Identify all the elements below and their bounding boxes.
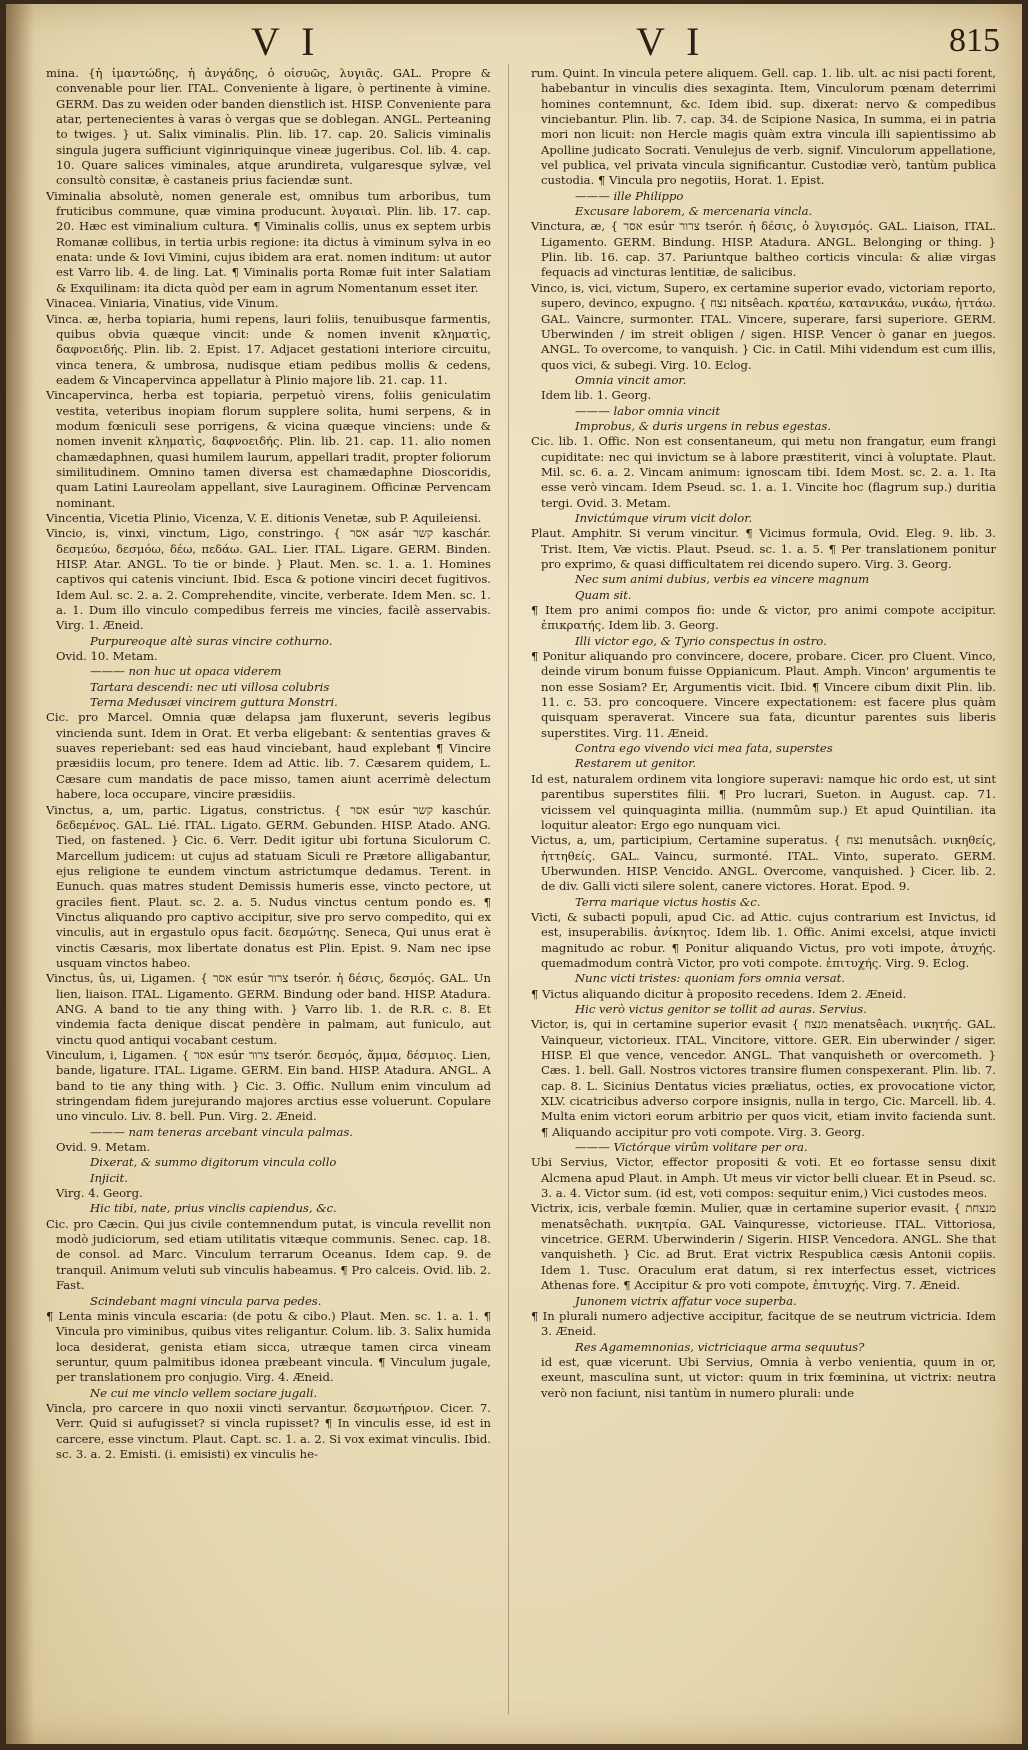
verse-quotation: Improbus, & duris urgens in rebus egestas. [575, 418, 831, 433]
verse-quotation: Restarem ut genitor. [575, 756, 697, 771]
dictionary-entry: Ubi Servius, Victor, effector propositi & voti. Et eo fortasse sensu dixit Alcmena apud Plaut. in Amph. Ut meus vir victor belli cluear. Et in Pseud. sc. 3. a. 4. Victor sum. (id est, voti compos: sequitur enim,) Vici custodes meos. [531, 1155, 996, 1201]
dictionary-entry: rum. Quint. In vincula petere aliquem. Gell. cap. 1. lib. ult. ac nisi pacti forent, habebantur in vinculis dies sexaginta. Item, Vinculorum pœnam deterrimi homines contemnunt, &c. Idem ibid. sup. dixerat: nervo & compedibus vinciebantur. Plin. lib. 7. cap. 34. de Scipione Nasica, In summa, ei in patria mori non licuit: non Hercle magis quàm extra vincula illi sapientissimo ab Apolline judicato Socrati. Venulejus de verb. signif. Vinculorum appellatione, vel publica, vel privata vincula significantur. Custodiæ verò, tantùm publica custodia. ¶ Vincula pro negotiis, Horat. 1. Epist. [531, 66, 996, 188]
citation-line: Virg. 4. Georg. [56, 1186, 143, 1201]
dictionary-entry: Vinctus, ûs, ui, Ligamen. { אסר esúr צרור tserór. ἡ δέσις, δεσμός. GAL. Un lien, liaison. ITAL. Ligamento. GERM. Bindung oder band. HISP. Atadura. ANG. A band to tie any thing with. } Varro lib. 1. de R.R. c. 8. Et vindemia facta denique discat pendère in palmam, aut funiculo, aut vinctu quod antiqui vocabant cestum. [46, 971, 491, 1047]
dictionary-entry: ¶ Victus aliquando dicitur à proposito recedens. Idem 2. Æneid. [531, 986, 907, 1001]
dictionary-entry: Vinctura, æ, { אסר esúr צרור tserór. ἡ δέσις, ὁ λυγισμός. GAL. Liaison, ITAL. Ligamento. GERM. Bindung. HISP. Atadura. ANGL. Belonging or thing. } Plin. lib. 16. cap. 37. Pariuntque baltheo corticis vincula: & aliæ virgas fequacis ad vincturas lentitiæ, de salicibus. [531, 219, 996, 280]
left-column [46, 66, 491, 1726]
verse-quotation: Tartara descendi: nec uti villosa colubris [90, 679, 330, 694]
citation-line: Ovid. 10. Metam. [56, 649, 158, 664]
verse-quotation: Injicit. [90, 1170, 128, 1185]
dictionary-entry: Victor, is, qui in certamine superior evasit { מנצח menatsêach. νικητής. GAL. Vainqueur, victorieux. ITAL. Vincitore, vittore. GER. Ein uberwinder / siger. HISP. El que vence, vencedor. ANGL. That vanquisheth or overcometh. } Cæs. 1. bell. Gall. Nostros victores transire flumen conspexerant. Plin. lib. 7. cap. 8. L. Sicinius Dentatus vicies præliatus, octies, ex provocatione victor, XLV. cicatricibus adverso corpore insignis, nulla in tergo, Cic. Marcell. lib. 4. Multa enim victori eorum arbitrio per quos vicit, etiam invito facienda sunt. ¶ Aliquando accipitur pro voti compote. Virg. 3. Georg. [531, 1017, 996, 1139]
verse-quotation: Terna Medusæi vincirem guttura Monstri. [90, 695, 338, 710]
right-running-head: V I [636, 19, 706, 64]
dictionary-entry: Viminalia absolutè, nomen generale est, omnibus tum arboribus, tum fruticibus commune, quæ vimina producunt. λυγαιαὶ. Plin. lib. 17. cap. 20. Hæc est viminalium cultura. ¶ Viminalis collis, unus ex septem urbis Romanæ collibus, in tertia urbis regione: ita dictus à viminum sylva in eo enata: unde & Iovi Vimini, cujus ibidem ara erat. nomen inditum: ut autor est Varro lib. 4. de ling. Lat. ¶ Viminalis porta Romæ fuit inter Salatiam & Exquilinam: ita dicta quòd per eam in agrum Nomentanum esset iter. [46, 188, 491, 295]
dictionary-entry: Victus, a, um, participium, Certamine superatus. { נצח menutsâch. νικηθείς, ἡττηθείς. GAL. Vaincu, surmonté. ITAL. Vinto, superato. GERM. Uberwunden. HISP. Vencido. ANGL. Overcome, vanquished. } Cicer. lib. 2. de div. Galli victi silere solent, canere victores. Horat. Epod. 9. [531, 833, 996, 894]
column-divider [508, 64, 509, 1714]
verse-quotation: Invictúmque virum vicit dolor. [575, 510, 753, 525]
verse-quotation: Res Agamemnonias, victriciaque arma sequutus? [575, 1339, 865, 1354]
verse-quotation: ——— Victórque virûm volitare per ora. [575, 1140, 808, 1155]
dictionary-entry: ¶ Ponitur aliquando pro convincere, docere, probare. Cicer. pro Cluent. Vinco, deinde virum bonum fuisse Oppianicum. Plaut. Amph. Vincon' argumentis te non esse Sosiam? Er, Argumentis vicit. Ibid. ¶ Vincere cibum dixit Plin. lib. 11. c. 53. pro concoquere. Vincere expectationem: est facere plus quàm quisquam speraverat. Vincere sua fata, dicuntur parentes suis liberis superstites. Virg. 11. Æneid. [531, 649, 996, 740]
dictionary-entry: Vinculum, i, Ligamen. { אסר esúr צרור tserór. δεσμός, ἅμμα, δέσμιος. Lien, bande, ligature. ITAL. Ligame. GERM. Ein band. HISP. Atadura. ANGL. A band to tie any thing with. } Cic. 3. Offic. Nullum enim vinculum ad stringendam fidem jurejurando majores arctius esse voluerunt. Copulare uno vinculo. Liv. 8. bell. Pun. Virg. 2. Æneid. [46, 1048, 491, 1124]
verse-quotation: ——— labor omnia vincit [575, 403, 721, 418]
dictionary-entry: ¶ Item pro animi compos fio: unde & victor, pro animi compote accipitur. ἐπικρατής. Idem lib. 3. Georg. [531, 603, 996, 633]
page-spine-shadow [6, 4, 34, 1744]
verse-quotation: Hic verò victus genitor se tollit ad auras. Servius. [575, 1001, 867, 1016]
page-number: 815 [949, 22, 1000, 59]
verse-quotation: Hic tibi, nate, prius vinclis capiendus, &c. [90, 1201, 337, 1216]
verse-quotation: Contra ego vivendo vici mea fata, superstes [575, 741, 833, 756]
verse-quotation: Ne cui me vinclo vellem sociare jugali. [90, 1385, 318, 1400]
verse-quotation: Dixerat, & summo digitorum vincula collo [90, 1155, 337, 1170]
dictionary-entry: Plaut. Amphitr. Si verum vincitur. ¶ Vicimus formula, Ovid. Eleg. 9. lib. 3. Trist. Item, Væ victis. Plaut. Pseud. sc. 1. a. 5. ¶ Per translationem ponitur pro exprimo, & quasi difficultatem rei dicendo supero. Virg. 3. Georg. [531, 526, 996, 571]
verse-quotation: Illi victor ego, & Tyrio conspectus in ostro. [575, 633, 827, 648]
left-running-head: V I [251, 19, 321, 64]
running-header [6, 18, 1022, 68]
book-page [6, 4, 1022, 1744]
dictionary-entry: ¶ In plurali numero adjective accipitur, facitque de se neutrum victricia. Idem 3. Æneid. [531, 1308, 996, 1339]
dictionary-entry: Cic. pro Marcel. Omnia quæ delapsa jam fluxerunt, severis legibus vincienda sunt. Idem in Orat. Et verba eligebant: & sententias graves & suaves reperiebant: sed eas haud vinciebant, haud explebant ¶ Vincire præsidiis locum, pro tenere. Idem ad Attic. lib. 7. Cæsarem quidem, L. Cæsare cum mandatis de pace misso, tamen aiunt acerrimè delectum habere, loca occupare, vincire præsidiis. [46, 710, 491, 802]
verse-quotation: Quam sit. [575, 587, 632, 602]
verse-quotation: ——— non huc ut opaca viderem [90, 664, 282, 679]
dictionary-entry: Vinco, is, vici, victum, Supero, ex certamine superior evado, victoriam reporto, supero, devinco, expugno. { נצח nitsêach. κρατέω, κατανικάω, νικάω, ἡττάω. GAL. Vaincre, surmonter. ITAL. Vincere, superare, farsi superiore. GERM. Uberwinden / im streit obligen / sigen. HISP. Vencer ò ganar en juegos. ANGL. To overcome, to vanquish. } Cic. in Catil. Mihi videndum est cum illis, quos vici, & subegi. Virg. 10. Eclog. [531, 280, 996, 372]
verse-quotation: Nunc victi tristes: quoniam fors omnia versat. [575, 971, 845, 986]
dictionary-entry: ¶ Lenta minis vincula escaria: (de potu & cibo.) Plaut. Men. sc. 1. a. 1. ¶ Vincula pro viminibus, quibus vites religantur. Colum. lib. 3. Salix humida loca desiderat, genista etiam sicca, utræque tamen circa vineam seruntur, quum palmitibus idonea præbeant vincula. ¶ Vinculum jugale, per translationem pro conjugio. Virg. 4. Æneid. [46, 1308, 491, 1385]
dictionary-entry: Vinca. æ, herba topiaria, humi repens, lauri foliis, tenuibusque farmentis, quibus obvia quæque vincit: unde & nomen invenit κληματὶς, δαφνοειδής. Plin. lib. 2. Epist. 17. Adjacet gestationi interiore circuitu, vinca tenera, & umbrosa, nudisque etiam pedibus mollis & cedens, eadem & Vincapervinca appellatur à Plinio majore lib. 21. cap. 11. [46, 311, 491, 387]
right-column [531, 66, 996, 1726]
citation-line: id est, quæ vicerunt. Ubi Servius, Omnia à verbo venientia, quum in or, exeunt, masculina sunt, ut victor: quum in trix fœminina, ut victrix: neutra verò non faciunt, nisi tantùm in numero plurali: unde [541, 1354, 996, 1400]
citation-line: Ovid. 9. Metam. [56, 1140, 151, 1155]
verse-quotation: Nec sum animi dubius, verbis ea vincere magnum [575, 572, 870, 587]
verse-quotation: Scindebant magni vincula parva pedes. [90, 1293, 322, 1308]
dictionary-entry: Victrix, icis, verbale fœmin. Mulier, quæ in certamine superior evasit. { מנצחת menatsêchath. νικητρία. GAL Vainquresse, victorieuse. ITAL. Vittoriosa, vincetrice. GERM. Uberwinderin / Sigerin. HISP. Vencedora. ANGL. She that vanquisheth. } Cic. ad Brut. Erat victrix Respublica cæsis Antonii copiis. Idem 1. Tusc. Oraculum erat datum, si rex interfectus esset, victrices Athenas fore. ¶ Accipitur & pro voti compote, ἐπιτυχής. Virg. 7. Æneid. [531, 1201, 996, 1293]
verse-quotation: Excusare laborem, & mercenaria vincla. [575, 204, 813, 219]
dictionary-entry: Vincla, pro carcere in quo noxii vincti servantur. δεσμωτήριον. Cicer. 7. Verr. Quid si aufugisset? si vincla rupisset? ¶ In vinculis esse, id est in carcere, esse vinctum. Plaut. Capt. sc. 1. a. 2. Si vox eximat vinculis. Ibid. sc. 3. a. 2. Emisti. (i. emisisti) ex vinculis he- [46, 1400, 491, 1461]
dictionary-entry: Id est, naturalem ordinem vita longiore superavi: namque hic ordo est, ut sint parentibus superstites filii. ¶ Pro lucrari, Sueton. in August. cap. 71. vicissem vel quinquaginta millia. (nummûm sup.) Et apud Quintilian. ita loquitur aleator: Ergo ego nunquam vici. [531, 771, 996, 832]
verse-quotation: Junonem victrix affatur voce superba. [575, 1293, 797, 1308]
dictionary-entry: Vinacea. Viniaria, Vinatius, vide Vinum. [46, 296, 279, 311]
citation-line: Idem lib. 1. Georg. [541, 388, 652, 403]
verse-quotation: Omnia vincit amor. [575, 372, 687, 387]
verse-quotation: ——— nam teneras arcebant vincula palmas. [90, 1124, 353, 1139]
dictionary-entry: Cic. lib. 1. Offic. Non est consentaneum, qui metu non frangatur, eum frangi cupiditate: nec qui invictum se à labore præstiterit, vinci à voluptate. Plaut. Mil. sc. 6. a. 2. Vincam animum: ignoscam tibi. Idem Most. sc. 2. a. 1. Ita esse verò vincam. Idem Pseud. sc. 1. a. 1. Vincite hoc (flagrum sup.) duritia tergi. Ovid. 3. Metam. [531, 434, 996, 510]
verse-quotation: Purpureoque altè suras vincire cothurno. [90, 633, 333, 648]
dictionary-entry: Vincapervinca, herba est topiaria, perpetuò virens, foliis geniculatim vestita, veteribus inopiam florum supplere solita, humi serpens, & in modum fœniculi sese porrigens, & vicina quæque vinciens: unde & nomen invenit κληματὶς, δαφνοειδής. Plin. lib. 21. cap. 11. alio nomen chamædaphnen, quasi humilem laurum, appellari tradit, propter foliorum similitudinem. Omnino tamen diversa est chamædaphne Dioscoridis, quam Latini Laureolam appellant, sive Lauraginem. Officinæ Pervencam nominant. [46, 388, 491, 510]
verse-quotation: Terra marique victus hostis &c. [575, 894, 761, 909]
dictionary-entry: Victi, & subacti populi, apud Cic. ad Attic. cujus contrarium est Invictus, id est, insuperabilis. ἀνίκητος. Idem lib. 1. Offic. Animi excelsi, atque invicti magnitudo ac robur. ¶ Ponitur aliquando Victus, pro voti impote, ἀτυχής. quemadmodum contrà Victor, pro voti compote. ἐπιτυχής. Virg. 9. Eclog. [531, 909, 996, 970]
verse-quotation: ——— ille Philippo [575, 188, 684, 203]
dictionary-entry: Vinctus, a, um, partic. Ligatus, constrictus. { אסר esúr קשר kaschúr. δεδεμένος. GAL. Lié. ITAL. Ligato. GERM. Gebunden. HISP. Atado. ANG. Tied, on fastened. } Cic. 6. Verr. Dedit igitur ubi fortuna Siculorum C. Marcellum judicem: ut cujus ad statuam Siculi re Prætore alligabantur, ejus religione te eundem vinctum astrictumque dedamus. Terent. in Eunuch. quas matres student Demissis humeris esse, vincto pectore, ut graciles fient. Plaut. sc. 2. a. 5. Nudus vinctus centum pondo es. ¶ Vinctus aliquando pro captivo accipitur, sive pro servo compedito, qui ex vinculis, aut in ergastulo opus facit. δεσμώτης. Seneca, Qui unus erat è vinctis Cæsaris, mox libertate donatus est Plin. Epist. 9. Nam nec ipse usquam vinctos habeo. [46, 802, 491, 970]
dictionary-entry: mina. {ἡ ἱμαντώδης, ἡ ἀνγάδης, ὁ οἰσυῶς, λυγιᾶς. GAL. Propre & convenable pour lier. ITAL. Conveniente à ligare, ò pertinente à vimine. GERM. Das zu weiden oder banden dienstlich ist. HISP. Conveniente para atar, pertenecientes à varas ò vergas que se doblegan. ANGL. Perteaning to twiges. } ut. Salix viminalis. Plin. lib. 17. cap. 20. Salicis viminalis singula jugera sufficiunt viginriquinque vineæ jugeribus. Col. lib. 4. cap. 10. Quare salices viminales, atque arundireta, vulgaresque sylvæ, vel consultò consitæ, è castaneis prius faciendæ sunt. [46, 66, 491, 188]
dictionary-entry: Vincentia, Vicetia Plinio, Vicenza, V. E. ditionis Venetæ, sub P. Aquileiensi. [46, 510, 482, 525]
dictionary-entry: Vincio, is, vinxi, vinctum, Ligo, constringo. { אסר asár קשר kaschár. δεσμεύω, δεσμόω, δέω, πεδάω. GAL. Lier. ITAL. Ligare. GERM. Binden. HISP. Atar. ANGL. To tie or binde. } Plaut. Men. sc. 1. a. 1. Homines captivos qui catenis vinciunt. Ibid. Esca & potione vinciri decet fugitivos. Idem Aul. sc. 2. a. 2. Comprehendite, vincite, verberate. Idem Men. sc. 1. a. 1. Dum illo vinculo compedibus ferreis me vincies, facilè asservabis. Virg. 1. Æneid. [46, 526, 491, 633]
dictionary-entry: Cic. pro Cæcin. Qui jus civile contemnendum putat, is vincula revellit non modò judiciorum, sed etiam utilitatis vitæque communis. Senec. cap. 18. de consol. ad Marc. Vinculum terrarum Oceanus. Idem cap. 9. de tranquil. Animum veluti sub vinculis habeamus. ¶ Pro calceis. Ovid. lib. 2. Fast. [46, 1216, 491, 1293]
